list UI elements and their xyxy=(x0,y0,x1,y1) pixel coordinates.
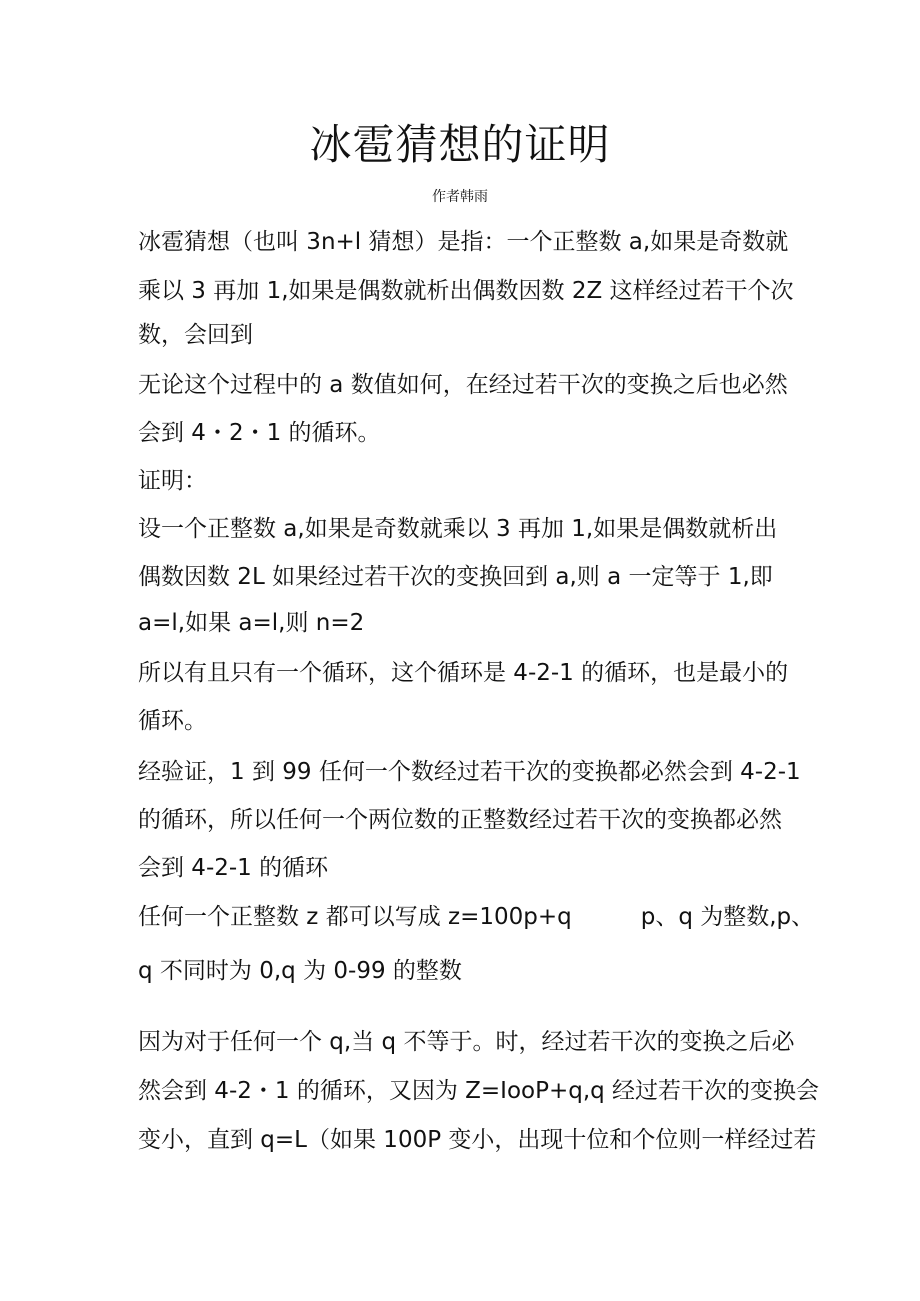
body-line: 冰雹猜想（也叫 3n+l 猜想）是指：一个正整数 a,如果是奇数就 xyxy=(138,229,789,255)
document-author: 作者韩雨 xyxy=(432,189,488,205)
document-title: 冰雹猜想的证明 xyxy=(309,120,611,169)
body-line: 然会到 4-2・1 的循环，又因为 Z=IooP+q,q 经过若干次的变换会 xyxy=(138,1078,820,1104)
body-line: 乘以 3 再加 1,如果是偶数就析出偶数因数 2Z 这样经过若干个次 xyxy=(138,278,794,304)
body-line: 会到 4-2-1 的循环 xyxy=(138,855,329,881)
body-line: 偶数因数 2L 如果经过若干次的变换回到 a,则 a 一定等于 1,即 xyxy=(138,564,773,590)
body-line: 因为对于任何一个 q,当 q 不等于。时，经过若干次的变换之后必 xyxy=(138,1029,795,1055)
body-line: 证明： xyxy=(138,468,207,494)
body-line: 设一个正整数 a,如果是奇数就乘以 3 再加 1,如果是偶数就析出 xyxy=(138,516,778,542)
body-line: 会到 4・2・1 的循环。 xyxy=(138,420,381,446)
body-line: 经验证，1 到 99 任何一个数经过若干次的变换都必然会到 4-2-1 xyxy=(138,759,801,785)
body-line: 循环。 xyxy=(138,708,207,734)
body-line: q 不同时为 0,q 为 0-99 的整数 xyxy=(138,958,462,984)
body-line: 任何一个正整数 z 都可以写成 z=100p+q p、q 为整数,p、 xyxy=(138,904,815,930)
body-line: 变小，直到 q=L（如果 100P 变小，出现十位和个位则一样经过若 xyxy=(138,1127,817,1153)
body-line: 的循环，所以任何一个两位数的正整数经过若干次的变换都必然 xyxy=(138,807,782,833)
body-line: 数，会回到 xyxy=(138,322,253,348)
body-line: a=l,如果 a=l,则 n=2 xyxy=(138,610,365,636)
body-line: 无论这个过程中的 a 数值如何，在经过若干次的变换之后也必然 xyxy=(138,372,788,398)
body-line: 所以有且只有一个循环，这个循环是 4-2-1 的循环，也是最小的 xyxy=(138,660,789,686)
